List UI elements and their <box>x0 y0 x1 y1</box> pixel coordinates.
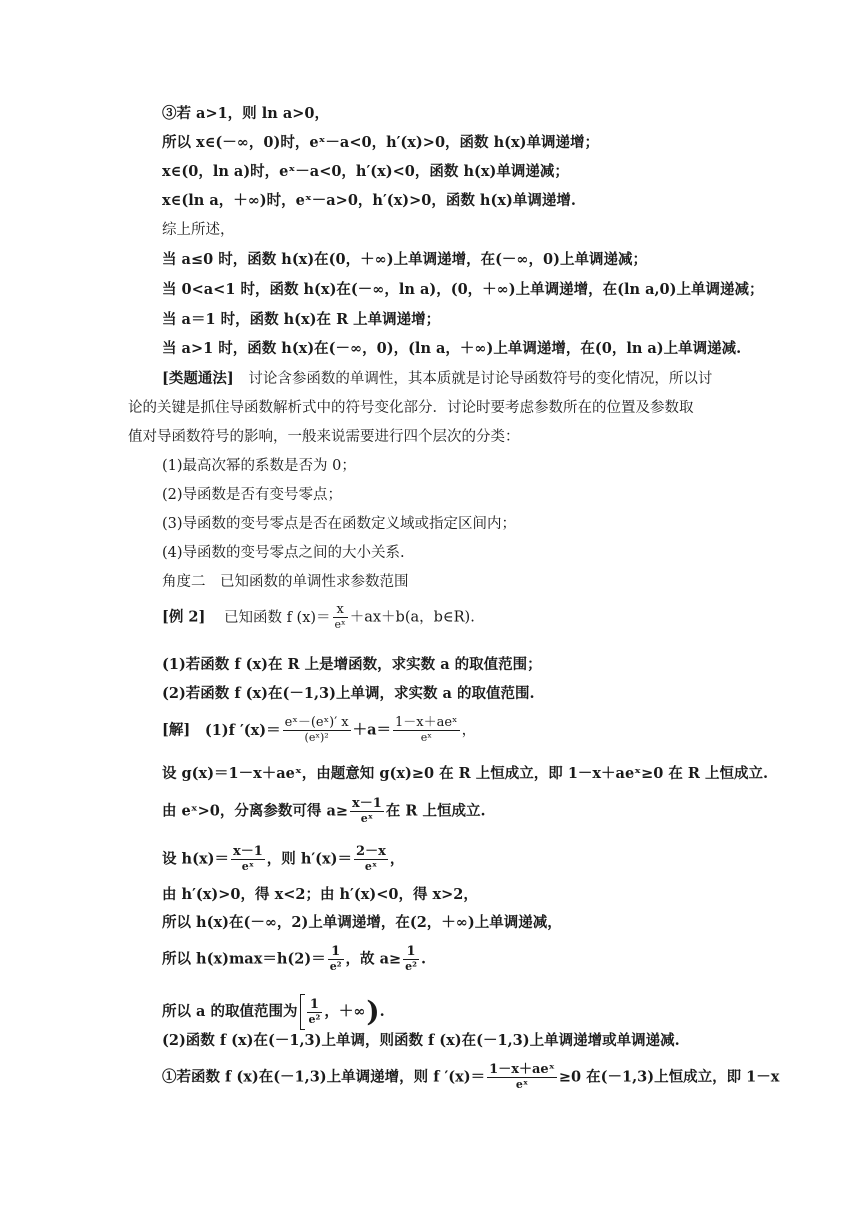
formula-text: . <box>379 1003 385 1020</box>
text-line: 综上所述， <box>162 222 235 238</box>
numerator: 2－x <box>356 844 386 859</box>
list-item: (4)导函数的变号零点之间的大小关系. <box>162 545 405 561</box>
formula-text: 所以 a 的取值范围为 <box>162 1003 298 1020</box>
formula-text: ，则 h′(x)＝ <box>266 850 353 868</box>
fraction <box>487 1063 557 1092</box>
denominator: e² <box>405 960 417 973</box>
solution-tag: [解] <box>162 721 191 739</box>
solution-line: 设 g(x)＝1－x＋aeˣ，由题意知 g(x)≥0 在 R 上恒成立，即 1－x＋aeˣ≥0 在 R 上恒成立. <box>162 765 769 782</box>
formula-text: 在 R 上恒成立. <box>385 802 486 820</box>
formula-text: ，故 a≥ <box>345 950 402 968</box>
numerator: x－1 <box>352 796 382 811</box>
formula-text: ≥0 在(－1,3)上恒成立，即 1－x <box>558 1068 780 1086</box>
text-line: 当 a≤0 时，函数 h(x)在(0，＋∞)上单调递增，在(－∞，0)上单调递减； <box>162 251 647 268</box>
fraction <box>354 845 388 874</box>
fraction <box>231 845 265 874</box>
text-line: 当 0<a<1 时，函数 h(x)在(－∞，ln a)，(0，＋∞)上单调递增，在(ln a,0)上单调递减； <box>162 281 764 298</box>
numerator: x－1 <box>232 844 263 859</box>
solution-line <box>162 845 404 874</box>
text-line <box>162 369 712 389</box>
formula-text: ＋a＝ <box>352 721 392 739</box>
solution-line <box>162 1063 779 1092</box>
fraction <box>350 797 384 826</box>
example-line <box>162 603 475 632</box>
text-line: 当 a＝1 时，函数 h(x)在 R 上单调递增； <box>162 311 441 328</box>
fraction <box>307 998 323 1027</box>
numerator: x <box>333 603 348 618</box>
solution-line <box>162 797 486 826</box>
numerator: 1 <box>403 945 419 960</box>
formula-text: . <box>420 950 427 968</box>
denominator: eˣ <box>420 731 432 744</box>
formula-text: (1)f ′(x)＝ <box>204 721 281 739</box>
text-line: x∈(ln a，＋∞)时，eˣ－a>0，h′(x)>0，函数 h(x)单调递增. <box>162 192 576 209</box>
formula-text: ①若函数 f (x)在(－1,3)上单调递增，则 f ′(x)＝ <box>162 1068 486 1086</box>
text-line: 值对导函数符号的影响，一般来说需要进行四个层次的分类： <box>128 429 520 445</box>
list-item: (3)导函数的变号零点是否在函数定义域或指定区间内； <box>162 516 517 532</box>
list-item: (2)导函数是否有变号零点； <box>162 487 343 503</box>
denominator: eˣ <box>364 860 378 873</box>
section-heading: 角度二 已知函数的单调性求参数范围 <box>162 574 409 590</box>
denominator: (eˣ)² <box>304 731 329 744</box>
left-bracket <box>300 994 305 1030</box>
solution-line <box>162 716 476 745</box>
solution-line <box>162 945 426 974</box>
solution-line: (2)函数 f (x)在(－1,3)上单调，则函数 f (x)在(－1,3)上单调递增或单调递减. <box>162 1032 680 1049</box>
denominator: eˣ <box>360 812 374 825</box>
list-item: (1)最高次幂的系数是否为 0； <box>162 458 356 474</box>
formula-text: ，＋∞ <box>324 1003 366 1020</box>
fraction <box>328 945 344 974</box>
solution-line: 由 h′(x)>0，得 x<2；由 h′(x)<0，得 x>2， <box>162 886 478 903</box>
denominator: e² <box>329 960 342 973</box>
question-line: (2)若函数 f (x)在(－1,3)上单调，求实数 a 的取值范围. <box>162 685 535 702</box>
formula-text: ， <box>389 850 405 868</box>
denominator: e² <box>308 1012 321 1026</box>
question-line: (1)若函数 f (x)在 R 上是增函数，求实数 a 的取值范围； <box>162 656 542 673</box>
solution-line <box>162 994 385 1030</box>
fraction <box>403 945 419 974</box>
text-line: x∈(0，ln a)时，eˣ－a<0，h′(x)<0，函数 h(x)单调递减； <box>162 163 569 180</box>
example-tag: [例 2] <box>162 608 206 626</box>
fraction <box>283 716 351 745</box>
solution-line: 所以 h(x)在(－∞，2)上单调递增，在(2，＋∞)上单调递减， <box>162 914 562 931</box>
formula-text: 已知函数 f (x)＝ <box>223 609 331 626</box>
text-line: 论的关键是抓住导函数解析式中的符号变化部分．讨论时要考虑参数所在的位置及参数取 <box>128 400 694 416</box>
numerator: 1－x＋aeˣ <box>489 1062 555 1077</box>
numerator: 1 <box>307 998 323 1013</box>
right-paren: ) <box>366 995 380 1028</box>
formula-text: 由 eˣ>0，分离参数可得 a≥ <box>162 802 348 820</box>
numerator: 1－x＋aeˣ <box>395 715 458 730</box>
formula-text: ＋ax＋b(a，b∈R). <box>349 609 475 626</box>
text-line: 当 a>1 时，函数 h(x)在(－∞，0)，(ln a，＋∞)上单调递增，在(0，ln a)上单调递减. <box>162 340 742 357</box>
section-tag: [类题通法] <box>162 370 234 387</box>
fraction <box>393 716 460 745</box>
formula-text: 设 h(x)＝ <box>162 850 229 868</box>
formula-text: 所以 h(x)max＝h(2)＝ <box>162 950 326 968</box>
denominator: eˣ <box>515 1078 529 1091</box>
denominator: eˣ <box>241 860 254 873</box>
text-line: 所以 x∈(－∞，0)时，eˣ－a<0，h′(x)>0，函数 h(x)单调递增； <box>162 134 599 151</box>
formula-text: ， <box>461 722 477 739</box>
text-line: ③若 a>1，则 ln a>0， <box>162 105 329 122</box>
numerator: 1 <box>328 945 344 960</box>
denominator: eˣ <box>334 618 346 631</box>
fraction <box>333 603 348 632</box>
numerator: eˣ－(eˣ)′ x <box>284 715 349 730</box>
paragraph-text: 讨论含参函数的单调性，其本质就是讨论导函数符号的变化情况，所以讨 <box>248 371 713 387</box>
